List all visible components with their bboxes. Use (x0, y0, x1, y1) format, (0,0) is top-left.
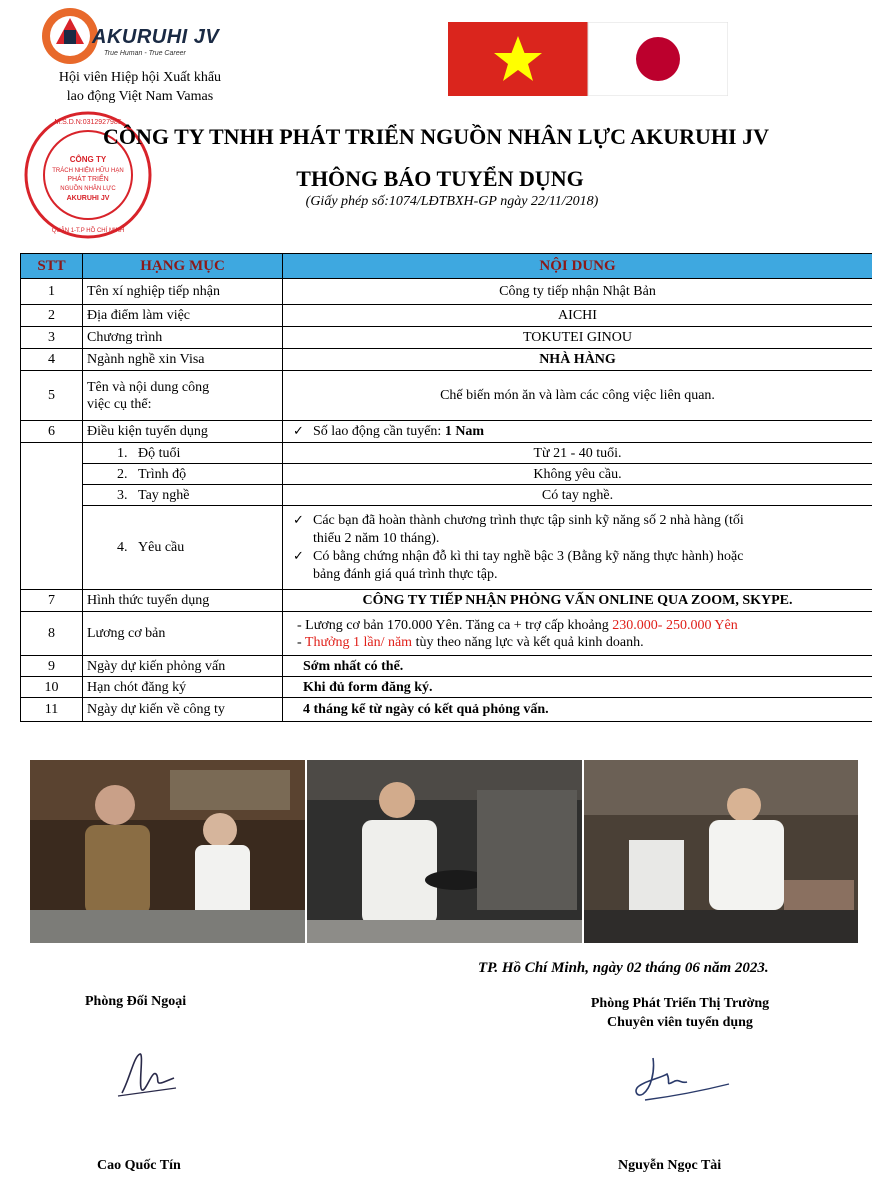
table-row (21, 371, 872, 421)
signature-left (112, 1048, 182, 1098)
row-stt: 7 (21, 590, 83, 612)
row-content: Chế biến món ăn và làm các công việc liên quan. (283, 371, 872, 421)
company-name: CÔNG TY TNHH PHÁT TRIỂN NGUỒN NHÂN LỰC AKURUHI JV (103, 124, 769, 149)
svg-text:AKURUHI JV: AKURUHI JV (66, 195, 110, 202)
row-stt: 5 (21, 371, 83, 421)
logo-name: AKURUHI JV (92, 26, 220, 48)
row-item: Ngày dự kiến phỏng vấn (83, 656, 283, 677)
row-content (283, 506, 872, 590)
row-item: Tên xí nghiệp tiếp nhận (83, 279, 283, 305)
table-row (21, 279, 872, 305)
row-stt: 4 (21, 349, 83, 371)
vietnam-flag-icon (448, 22, 588, 96)
table-row (21, 464, 872, 485)
chef-cooking-photo (307, 760, 582, 943)
member-line-2: lao động Việt Nam Vamas (66, 89, 214, 104)
table-row (21, 327, 872, 349)
signer-name-right: Nguyễn Ngọc Tài (618, 1158, 722, 1173)
table-row (21, 677, 872, 698)
row-item: 3. Tay nghề (83, 485, 283, 506)
header-content: NỘI DUNG (283, 254, 872, 279)
row-item: Ngày dự kiến về công ty (83, 698, 283, 722)
row-stt-empty (21, 443, 83, 590)
member-line-1: Hội viên Hiệp hội Xuất khẩu (58, 70, 222, 85)
table-row (21, 421, 872, 443)
row-item: Hạn chót đăng ký (83, 677, 283, 698)
signature-right (625, 1052, 735, 1104)
row-content: - Lương cơ bản 170.000 Yên. Tăng ca + trợ cấp khoảng 230.000- 250.000 Yên - Thưởng 1 lần/ năm tùy theo năng lực và kết quả kinh doanh. (283, 612, 872, 656)
table-row (21, 305, 872, 327)
table-row (21, 349, 872, 371)
table-row (21, 612, 872, 656)
row-stt: 10 (21, 677, 83, 698)
table-row (21, 485, 872, 506)
table-row (21, 698, 872, 722)
svg-text:NGUỒN NHÂN LỰC: NGUỒN NHÂN LỰC (60, 186, 116, 192)
row-stt: 9 (21, 656, 83, 677)
row-item: Hình thức tuyển dụng (83, 590, 283, 612)
row-content: Có tay nghề. (283, 485, 872, 506)
row-stt: 6 (21, 421, 83, 443)
table-header-row (21, 254, 872, 279)
japan-flag-icon (588, 22, 728, 96)
svg-text:QUẬN 1-T.P HỒ CHÍ MINH: QUẬN 1-T.P HỒ CHÍ MINH (51, 228, 125, 234)
logo-slogan: True Human - True Career (104, 50, 186, 57)
row-item: Địa điểm làm việc (83, 305, 283, 327)
check-icon: ✓ Số lao động cần tuyển: 1 Nam (313, 423, 868, 441)
row-item: Tên và nội dung công việc cụ thể: (83, 371, 283, 421)
row-stt: 2 (21, 305, 83, 327)
department-left: Phòng Đối Ngoại (85, 994, 187, 1009)
restaurant-photos (30, 760, 858, 943)
row-item: Chương trình (83, 327, 283, 349)
row-item: 2. Trình độ (83, 464, 283, 485)
table-row (21, 656, 872, 677)
row-content: 4 tháng kể từ ngày có kết quả phỏng vấn. (283, 698, 872, 722)
svg-text:TRÁCH NHIỆM HỮU HẠN: TRÁCH NHIỆM HỮU HẠN (52, 168, 124, 174)
row-stt: 8 (21, 612, 83, 656)
row-content: CÔNG TY TIẾP NHẬN PHỎNG VẤN ONLINE QUA ZOOM, SKYPE. (283, 590, 872, 612)
chef-grill-photo (584, 760, 858, 943)
row-content (283, 421, 872, 443)
row-item: 4. Yêu cầu (83, 506, 283, 590)
svg-text:M.S.D.N:0312927985: M.S.D.N:0312927985 (54, 119, 122, 126)
header-stt: STT (21, 254, 83, 279)
row-content: Khi đủ form đăng ký. (283, 677, 872, 698)
check-icon: ✓ Các bạn đã hoàn thành chương trình thực tập sinh kỹ năng số 2 nhà hàng (tối thiểu 2 năm 10 tháng). (313, 512, 868, 548)
row-content: Từ 21 - 40 tuổi. (283, 443, 872, 464)
kitchen-staff-photo (30, 760, 305, 943)
svg-text:CÔNG TY: CÔNG TY (69, 155, 107, 164)
svg-text:PHÁT TRIỂN: PHÁT TRIỂN (67, 176, 109, 183)
recruitment-table (20, 253, 872, 722)
check-icon: ✓ Có bằng chứng nhận đỗ kì thi tay nghề bậc 3 (Bằng kỹ năng thực hành) hoặc bảng đánh giá quá trình thực tập. (313, 548, 868, 584)
license-number: (Giấy phép số:1074/LĐTBXH-GP ngày 22/11/2018) (305, 194, 599, 209)
row-stt: 1 (21, 279, 83, 305)
header-item: HẠNG MỤC (83, 254, 283, 279)
row-item: Ngành nghề xin Visa (83, 349, 283, 371)
row-stt: 3 (21, 327, 83, 349)
row-content: NHÀ HÀNG (283, 349, 872, 371)
table-row (21, 506, 872, 590)
member-text (30, 68, 250, 106)
signer-name-left: Cao Quốc Tín (97, 1158, 181, 1173)
row-item: Lương cơ bản (83, 612, 283, 656)
row-stt: 11 (21, 698, 83, 722)
flags (448, 22, 728, 96)
row-content: Không yêu cầu. (283, 464, 872, 485)
table-row (21, 590, 872, 612)
table-row (21, 443, 872, 464)
row-content: AICHI (283, 305, 872, 327)
place-date: TP. Hồ Chí Minh, ngày 02 tháng 06 năm 2023. (478, 960, 769, 976)
department-right: Phòng Phát Triển Thị Trường Chuyên viên tuyển dụng (590, 996, 770, 1030)
row-content: Công ty tiếp nhận Nhật Bản (283, 279, 872, 305)
row-item: 1. Độ tuổi (83, 443, 283, 464)
row-item: Điều kiện tuyển dụng (83, 421, 283, 443)
row-content: TOKUTEI GINOU (283, 327, 872, 349)
row-content: Sớm nhất có thể. (283, 656, 872, 677)
document-title: THÔNG BÁO TUYỂN DỤNG (296, 166, 584, 191)
